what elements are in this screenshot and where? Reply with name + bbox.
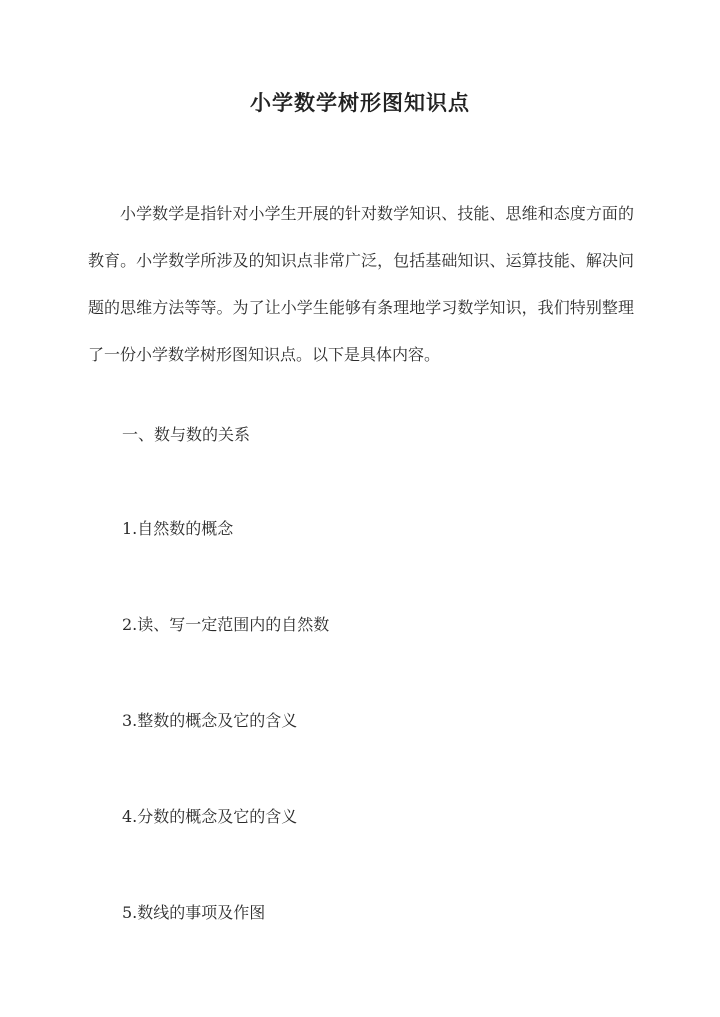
- page-title: 小学数学树形图知识点: [250, 90, 470, 115]
- list-item: 2.读、写一定范围内的自然数: [122, 615, 330, 634]
- section-heading: 一、数与数的关系: [122, 425, 251, 444]
- list-item: 1.自然数的概念: [122, 519, 234, 538]
- list-item: 5.数线的事项及作图: [122, 903, 266, 922]
- intro-paragraph: 小学数学是指针对小学生开展的针对数学知识、技能、思维和态度方面的教育。小学数学所涉及的知识点非常广泛，包括基础知识、运算技能、解决问题的思维方法等等。为了让小学生能够有条理地学习数学知识，我们特别整理了一份小学数学树形图知识点。以下是具体内容。: [88, 204, 634, 364]
- list-item: 4.分数的概念及它的含义: [122, 807, 298, 826]
- list-item: 3.整数的概念及它的含义: [122, 711, 298, 730]
